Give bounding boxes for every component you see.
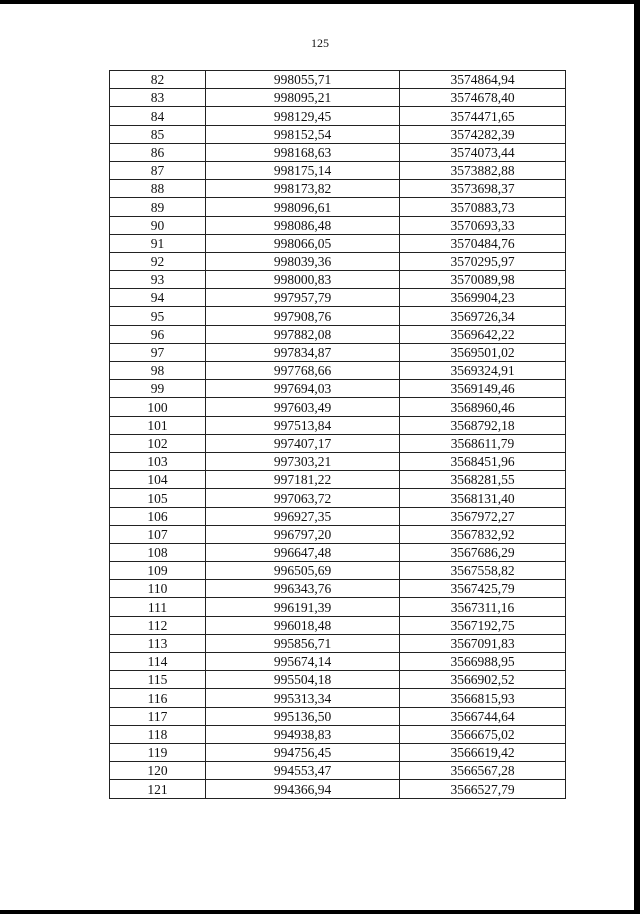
x-coordinate-cell: 997063,72 [206,489,400,507]
y-coordinate-cell: 3570484,76 [400,234,566,252]
point-number-cell: 113 [110,634,206,652]
coordinates-table-body [110,71,566,799]
table-row [110,216,566,234]
table-row [110,234,566,252]
table-row [110,616,566,634]
table-row [110,271,566,289]
x-coordinate-cell: 998000,83 [206,271,400,289]
point-number-cell: 98 [110,362,206,380]
page-number: 125 [311,36,329,50]
table-row [110,107,566,125]
table-row [110,434,566,452]
scan-border-bottom [0,910,640,914]
y-coordinate-cell: 3569149,46 [400,380,566,398]
y-coordinate-cell: 3566567,28 [400,762,566,780]
point-number-cell: 100 [110,398,206,416]
y-coordinate-cell: 3574678,40 [400,89,566,107]
y-coordinate-cell: 3569501,02 [400,343,566,361]
x-coordinate-cell: 996647,48 [206,543,400,561]
table-row [110,380,566,398]
table-row [110,743,566,761]
y-coordinate-cell: 3570089,98 [400,271,566,289]
point-number-cell: 118 [110,725,206,743]
point-number-cell: 104 [110,471,206,489]
point-number-cell: 105 [110,489,206,507]
x-coordinate-cell: 995504,18 [206,671,400,689]
x-coordinate-cell: 997603,49 [206,398,400,416]
point-number-cell: 114 [110,653,206,671]
table-row [110,507,566,525]
x-coordinate-cell: 996018,48 [206,616,400,634]
table-row [110,653,566,671]
table-row [110,198,566,216]
table-row [110,161,566,179]
x-coordinate-cell: 997303,21 [206,452,400,470]
point-number-cell: 95 [110,307,206,325]
y-coordinate-cell: 3568281,55 [400,471,566,489]
point-number-cell: 99 [110,380,206,398]
x-coordinate-cell: 997694,03 [206,380,400,398]
point-number-cell: 116 [110,689,206,707]
point-number-cell: 89 [110,198,206,216]
x-coordinate-cell: 997957,79 [206,289,400,307]
point-number-cell: 111 [110,598,206,616]
y-coordinate-cell: 3567558,82 [400,562,566,580]
point-number-cell: 112 [110,616,206,634]
table-row [110,252,566,270]
point-number-cell: 88 [110,180,206,198]
x-coordinate-cell: 994938,83 [206,725,400,743]
y-coordinate-cell: 3569324,91 [400,362,566,380]
x-coordinate-cell: 998168,63 [206,143,400,161]
point-number-cell: 84 [110,107,206,125]
x-coordinate-cell: 994366,94 [206,780,400,798]
table-row [110,362,566,380]
table-row [110,143,566,161]
x-coordinate-cell: 998066,05 [206,234,400,252]
x-coordinate-cell: 995856,71 [206,634,400,652]
point-number-cell: 96 [110,325,206,343]
x-coordinate-cell: 998086,48 [206,216,400,234]
y-coordinate-cell: 3566988,95 [400,653,566,671]
scan-border-right [634,0,640,914]
table-row [110,398,566,416]
y-coordinate-cell: 3569904,23 [400,289,566,307]
point-number-cell: 117 [110,707,206,725]
y-coordinate-cell: 3566675,02 [400,725,566,743]
point-number-cell: 103 [110,452,206,470]
x-coordinate-cell: 997513,84 [206,416,400,434]
point-number-cell: 82 [110,71,206,89]
table-row [110,471,566,489]
y-coordinate-cell: 3567972,27 [400,507,566,525]
point-number-cell: 93 [110,271,206,289]
table-row [110,580,566,598]
table-row [110,289,566,307]
table-row [110,689,566,707]
point-number-cell: 86 [110,143,206,161]
point-number-cell: 107 [110,525,206,543]
table-row [110,71,566,89]
y-coordinate-cell: 3568131,40 [400,489,566,507]
x-coordinate-cell: 997908,76 [206,307,400,325]
point-number-cell: 92 [110,252,206,270]
point-number-cell: 115 [110,671,206,689]
y-coordinate-cell: 3567686,29 [400,543,566,561]
y-coordinate-cell: 3567425,79 [400,580,566,598]
x-coordinate-cell: 996927,35 [206,507,400,525]
y-coordinate-cell: 3569642,22 [400,325,566,343]
y-coordinate-cell: 3568792,18 [400,416,566,434]
x-coordinate-cell: 994756,45 [206,743,400,761]
point-number-cell: 83 [110,89,206,107]
y-coordinate-cell: 3574471,65 [400,107,566,125]
x-coordinate-cell: 994553,47 [206,762,400,780]
y-coordinate-cell: 3566527,79 [400,780,566,798]
point-number-cell: 90 [110,216,206,234]
point-number-cell: 121 [110,780,206,798]
table-row [110,725,566,743]
y-coordinate-cell: 3574073,44 [400,143,566,161]
x-coordinate-cell: 997834,87 [206,343,400,361]
x-coordinate-cell: 996191,39 [206,598,400,616]
table-row [110,780,566,798]
y-coordinate-cell: 3566744,64 [400,707,566,725]
table-row [110,325,566,343]
y-coordinate-cell: 3574282,39 [400,125,566,143]
table-row [110,525,566,543]
table-row [110,671,566,689]
table-row [110,598,566,616]
table-row [110,543,566,561]
point-number-cell: 97 [110,343,206,361]
x-coordinate-cell: 998173,82 [206,180,400,198]
coordinates-table [109,70,566,799]
y-coordinate-cell: 3568960,46 [400,398,566,416]
y-coordinate-cell: 3570693,33 [400,216,566,234]
x-coordinate-cell: 998129,45 [206,107,400,125]
table-row [110,307,566,325]
point-number-cell: 110 [110,580,206,598]
table-row [110,89,566,107]
point-number-cell: 108 [110,543,206,561]
point-number-cell: 94 [110,289,206,307]
table-row [110,125,566,143]
x-coordinate-cell: 998039,36 [206,252,400,270]
point-number-cell: 85 [110,125,206,143]
point-number-cell: 106 [110,507,206,525]
table-row [110,634,566,652]
point-number-cell: 101 [110,416,206,434]
y-coordinate-cell: 3566902,52 [400,671,566,689]
x-coordinate-cell: 997407,17 [206,434,400,452]
x-coordinate-cell: 998152,54 [206,125,400,143]
x-coordinate-cell: 998096,61 [206,198,400,216]
y-coordinate-cell: 3567192,75 [400,616,566,634]
y-coordinate-cell: 3570295,97 [400,252,566,270]
y-coordinate-cell: 3566619,42 [400,743,566,761]
y-coordinate-cell: 3567832,92 [400,525,566,543]
y-coordinate-cell: 3569726,34 [400,307,566,325]
y-coordinate-cell: 3567311,16 [400,598,566,616]
table-row [110,343,566,361]
point-number-cell: 119 [110,743,206,761]
scan-border-top [0,0,640,4]
x-coordinate-cell: 995136,50 [206,707,400,725]
y-coordinate-cell: 3567091,83 [400,634,566,652]
x-coordinate-cell: 998055,71 [206,71,400,89]
point-number-cell: 109 [110,562,206,580]
x-coordinate-cell: 996505,69 [206,562,400,580]
x-coordinate-cell: 997181,22 [206,471,400,489]
table-row [110,416,566,434]
table-row [110,452,566,470]
y-coordinate-cell: 3568451,96 [400,452,566,470]
point-number-cell: 91 [110,234,206,252]
x-coordinate-cell: 996797,20 [206,525,400,543]
point-number-cell: 102 [110,434,206,452]
y-coordinate-cell: 3573882,88 [400,161,566,179]
y-coordinate-cell: 3573698,37 [400,180,566,198]
table-row [110,762,566,780]
x-coordinate-cell: 997768,66 [206,362,400,380]
table-row [110,562,566,580]
x-coordinate-cell: 997882,08 [206,325,400,343]
x-coordinate-cell: 998175,14 [206,161,400,179]
table-row [110,707,566,725]
point-number-cell: 87 [110,161,206,179]
y-coordinate-cell: 3570883,73 [400,198,566,216]
x-coordinate-cell: 995313,34 [206,689,400,707]
x-coordinate-cell: 995674,14 [206,653,400,671]
x-coordinate-cell: 998095,21 [206,89,400,107]
y-coordinate-cell: 3574864,94 [400,71,566,89]
table-row [110,180,566,198]
point-number-cell: 120 [110,762,206,780]
table-row [110,489,566,507]
x-coordinate-cell: 996343,76 [206,580,400,598]
y-coordinate-cell: 3566815,93 [400,689,566,707]
y-coordinate-cell: 3568611,79 [400,434,566,452]
